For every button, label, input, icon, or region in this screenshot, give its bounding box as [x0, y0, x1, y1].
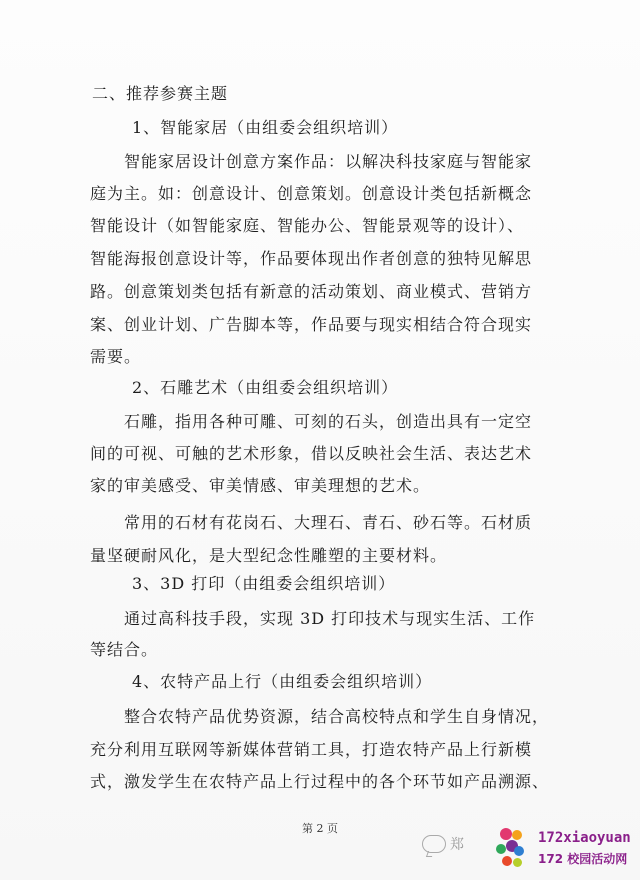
topic-1-line: 庭为主。如：创意设计、创意策划。创意设计类包括新概念 [90, 184, 533, 203]
page-number: 第 2 页 [302, 822, 338, 835]
brand-domain-text: 172xiaoyuan [538, 830, 631, 846]
topic-1-line: 案、创业计划、广告脚本等，作品要与现实相结合符合现实 [90, 315, 533, 334]
topic-4-title: 4、农特产品上行（由组委会组织培训） [132, 672, 433, 691]
brand-name-text: 172 校园活动网 [538, 852, 628, 866]
topic-3-line: 等结合。 [90, 640, 159, 659]
topic-2-title: 2、石雕艺术（由组委会组织培训） [132, 378, 399, 397]
topic-2-line: 家的审美感受、审美情感、审美理想的艺术。 [90, 476, 431, 495]
topic-2-line: 石雕，指用各种可雕、可刻的石头，创造出具有一定空 [124, 412, 533, 431]
chat-bubble-icon [422, 835, 446, 853]
topic-1-line: 智能家居设计创意方案作品：以解决科技家庭与智能家 [124, 152, 533, 171]
section-heading: 二、推荐参赛主题 [92, 84, 229, 103]
topic-1-line: 路。创意策划类包括有新意的活动策划、商业模式、营销方 [90, 282, 533, 301]
watermark-text: 郑 [450, 837, 464, 853]
topic-1-line: 智能海报创意设计等，作品要体现出作者创意的独特见解思 [90, 249, 533, 268]
flower-logo-icon [496, 826, 526, 872]
topic-2-line: 常用的石材有花岗石、大理石、青石、砂石等。石材质 [124, 513, 533, 532]
topic-3-title: 3、3D 打印（由组委会组织培训） [132, 574, 396, 593]
wechat-watermark [422, 834, 464, 854]
topic-4-line: 式，激发学生在农特产品上行过程中的各个环节如产品溯源、 [90, 772, 550, 791]
topic-1-line: 需要。 [90, 347, 142, 366]
topic-4-line: 充分利用互联网等新媒体营销工具，打造农特产品上行新模 [90, 740, 533, 759]
topic-1-title: 1、智能家居（由组委会组织培训） [132, 118, 399, 137]
topic-4-line: 整合农特产品优势资源，结合高校特点和学生自身情况， [124, 707, 550, 726]
topic-3-line: 通过高科技手段，实现 3D 打印技术与现实生活、工作 [124, 609, 536, 628]
topic-2-line: 间的可视、可触的艺术形象，借以反映社会生活、表达艺术 [90, 444, 533, 463]
topic-2-line: 量坚硬耐风化，是大型纪念性雕塑的主要材料。 [90, 546, 448, 565]
topic-1-line: 智能设计（如智能家庭、智能办公、智能景观等的设计）、 [90, 216, 525, 235]
